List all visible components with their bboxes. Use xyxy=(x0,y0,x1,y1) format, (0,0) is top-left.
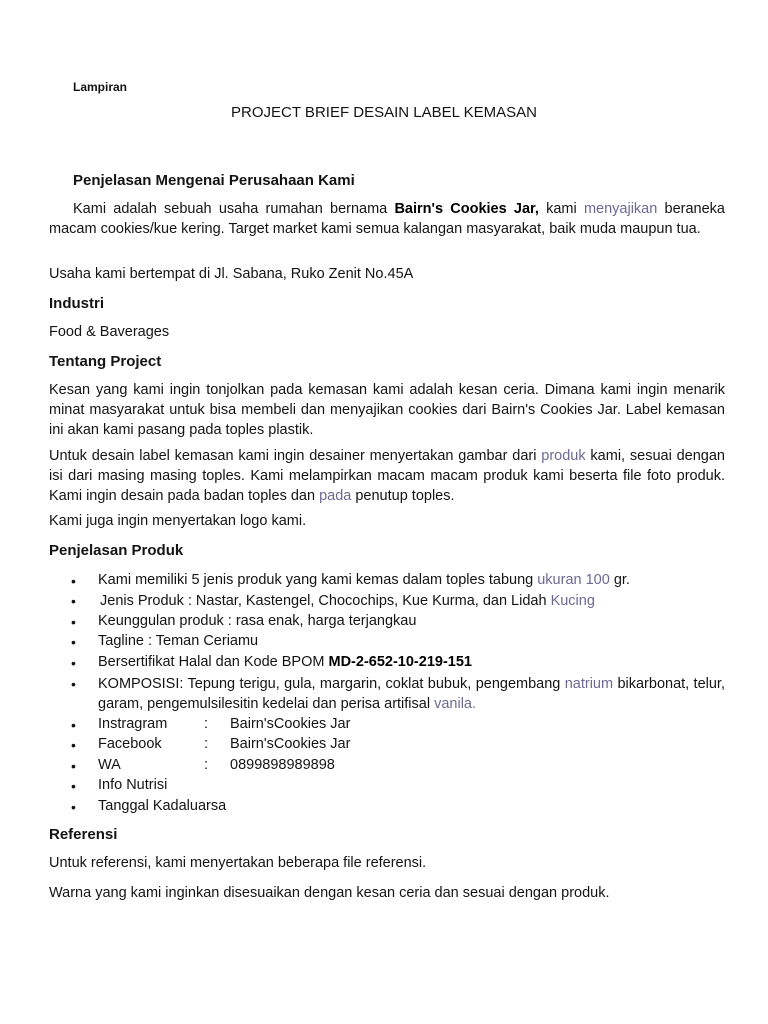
intro-mid: kami xyxy=(538,201,584,217)
facebook-colon: : xyxy=(204,736,209,752)
bpom-code: MD-2-652-10-219-151 xyxy=(328,654,472,670)
intro-pre: Kami adalah sebuah usaha rumahan bernama xyxy=(73,201,395,217)
instagram-colon: : xyxy=(204,716,209,732)
product-heading: Penjelasan Produk xyxy=(49,542,184,559)
reference-paragraph-2: Warna yang kami inginkan disesuaikan dengan kesan ceria dan sesuai dengan produk. xyxy=(49,885,610,901)
komposisi-pre: KOMPOSISI: Tepung terigu, gula, margarin, coklat bubuk, pengembang xyxy=(98,676,565,692)
intro-accent: menyajikan xyxy=(583,201,658,217)
bullet: • xyxy=(71,593,76,609)
bullet: • xyxy=(71,614,76,630)
p2-c: penutup toples. xyxy=(351,488,455,504)
bullet: • xyxy=(71,573,76,589)
komposisi-mid: bikarbonat, telur, garam, pengemulsilesitin kedelai dan perisa artifisal xyxy=(98,676,725,712)
project-paragraph-1: Kesan yang kami ingin tonjolkan pada kemasan kami adalah kesan ceria. Dimana kami ingin menarik minat masyarakat untuk bisa membeli dan menyajikan cookies dari Bairn's Cookies Jar. Label kemasan ini akan kami pasang pada toples plastik. xyxy=(49,382,725,438)
item1-pre: Kami memiliki 5 jenis produk yang kami kemas dalam toples tabung xyxy=(98,572,538,588)
industry-value: Food & Baverages xyxy=(49,324,170,340)
industry-heading: Industri xyxy=(49,295,104,312)
intro-post: beraneka macam cookies/kue kering. Target market kami semua kalangan masyarakat, baik muda maupun tua. xyxy=(49,201,725,237)
item1-accent: ukuran 100 xyxy=(537,572,610,588)
bullet: • xyxy=(71,676,76,692)
project-paragraph-3: Kami juga ingin menyertakan logo kami. xyxy=(49,513,307,529)
p2-a: Untuk desain label kemasan kami ingin desainer menyertakan gambar dari xyxy=(49,448,542,464)
bullet: • xyxy=(71,799,76,815)
wa-label: WA xyxy=(98,757,121,773)
brand-name: Bairn's Cookies Jar, xyxy=(394,201,539,217)
item2-accent: Kucing xyxy=(550,593,595,609)
product-item-kadaluarsa: Tanggal Kadaluarsa xyxy=(98,798,227,814)
company-address: Usaha kami bertempat di Jl. Sabana, Ruko Zenit No.45A xyxy=(49,266,414,282)
lampiran-label: Lampiran xyxy=(73,80,128,94)
p2-b: kami, sesuai dengan isi dari masing masing toples. Kami melampirkan macam macam produk kami beserta file foto produk. Kami ingin desain pada badan toples dan xyxy=(49,448,725,504)
komposisi-accent-vanila: vanila. xyxy=(434,696,477,712)
p2-accent-produk: produk xyxy=(541,448,586,464)
bullet: • xyxy=(71,717,76,733)
company-intro xyxy=(49,199,725,239)
bullet: • xyxy=(71,634,76,650)
wa-colon: : xyxy=(204,757,209,773)
instagram-label: Instragram xyxy=(98,716,168,732)
project-paragraph-2 xyxy=(49,446,725,506)
product-item-tagline: Tagline : Teman Ceriamu xyxy=(98,633,259,649)
instagram-value: Bairn'sCookies Jar xyxy=(230,716,351,732)
item1-post: gr. xyxy=(609,572,630,588)
facebook-value: Bairn'sCookies Jar xyxy=(230,736,351,752)
facebook-label: Facebook xyxy=(98,736,162,752)
product-item-bpom xyxy=(98,654,472,670)
item5-pre: Bersertifikat Halal dan Kode BPOM xyxy=(98,654,329,670)
product-item-komposisi xyxy=(98,674,725,714)
reference-heading: Referensi xyxy=(49,826,118,843)
document-title: PROJECT BRIEF DESAIN LABEL KEMASAN xyxy=(231,104,537,121)
product-item-info-nutrisi: Info Nutrisi xyxy=(98,777,168,793)
bullet: • xyxy=(71,737,76,753)
reference-paragraph-1: Untuk referensi, kami menyertakan beberapa file referensi. xyxy=(49,855,427,871)
wa-value: 0899898989898 xyxy=(230,757,335,773)
company-heading: Penjelasan Mengenai Perusahaan Kami xyxy=(73,172,355,189)
project-heading: Tentang Project xyxy=(49,353,162,370)
item2-pre: Jenis Produk : Nastar, Kastengel, Chocochips, Kue Kurma, dan Lidah xyxy=(100,593,551,609)
product-item-jenis-count xyxy=(98,572,630,588)
komposisi-accent-natrium: natrium xyxy=(564,676,614,692)
product-item-jenis xyxy=(100,593,595,609)
bullet: • xyxy=(71,758,76,774)
p2-accent-pada: pada xyxy=(319,488,352,504)
product-item-keunggulan: Keunggulan produk : rasa enak, harga terjangkau xyxy=(98,613,417,629)
bullet: • xyxy=(71,778,76,794)
bullet: • xyxy=(71,655,76,671)
